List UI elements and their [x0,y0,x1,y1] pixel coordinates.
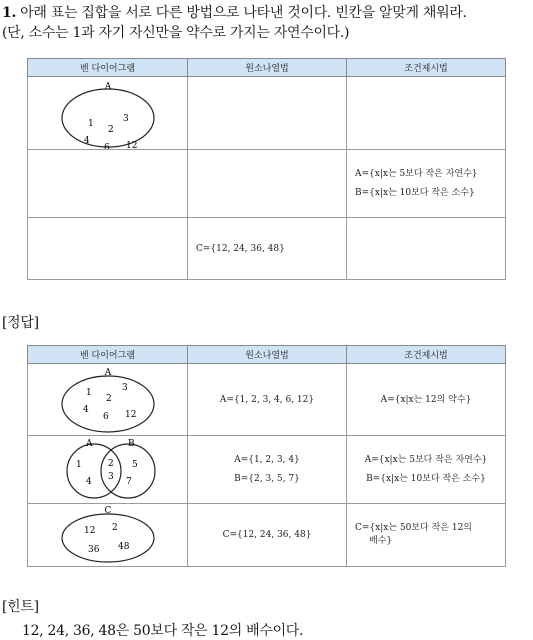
q-blank-cell[interactable] [188,77,347,150]
venn-element: 1 [88,119,94,129]
condition-a: A={x|x는 12의 약수} [380,394,472,405]
header-condition: 조건제시법 [347,59,506,77]
venn-diagram-a [28,77,187,149]
venn-element: 4 [83,405,89,415]
q-blank-cell[interactable] [28,150,188,218]
venn-set-label: C [104,506,112,516]
q-venn-cell-1 [28,77,188,150]
venn-element: 2 [112,523,118,533]
venn-element: 7 [126,477,132,487]
a-condition-cell-3 [347,504,506,567]
answer-table [27,345,506,567]
venn-element: 2 [108,459,114,469]
header-roster: 원소나열법 [188,346,347,364]
a-venn-cell-3 [28,504,188,567]
a-condition-cell-2 [347,436,506,504]
a-condition-cell-1 [347,364,506,436]
header-roster: 원소나열법 [188,59,347,77]
venn-element: 3 [108,472,114,482]
venn-element: 4 [84,136,90,146]
venn-element: 2 [106,394,112,404]
header-condition: 조건제시법 [347,346,506,364]
q-condition-cell-2 [347,150,506,218]
venn-set-label-a: A [86,439,93,449]
condition-a: A={x|x는 5보다 작은 자연수} [355,168,478,179]
q-blank-cell[interactable] [347,77,506,150]
problem-statement [2,2,467,22]
venn-element: 12 [84,526,96,536]
venn-element: 36 [88,545,100,555]
condition-c-line1: C={x|x는 50보다 작은 12의 [355,523,472,533]
hint-text: 12, 24, 36, 48은 50보다 작은 12의 배수이다. [22,623,304,639]
q-blank-cell[interactable] [28,218,188,280]
venn-set-label: A [104,368,112,378]
venn-element: 5 [132,460,138,470]
venn-element: 12 [125,410,137,420]
venn-diagram-a [28,364,187,435]
a-roster-cell-2 [188,436,347,504]
problem-text: 아래 표는 집합을 서로 다른 방법으로 나타낸 것이다. 빈칸을 알맞게 채워라. [20,5,467,21]
venn-element: 1 [76,460,82,470]
header-venn: 벤 다이어그램 [28,59,188,77]
q-roster-cell-3 [188,218,347,280]
q-blank-cell[interactable] [347,218,506,280]
condition-a: A={x|x는 5보다 작은 자연수} [364,454,488,465]
roster-c: C={12, 24, 36, 48} [196,243,285,254]
a-venn-cell-2 [28,436,188,504]
roster-b: B={2, 3, 5, 7} [234,473,300,484]
venn-element: 3 [122,383,128,393]
condition-b: B={x|x는 10보다 작은 소수} [355,187,475,198]
venn-diagram-c [28,504,187,566]
venn-element: 6 [103,412,109,422]
roster-a: A={1, 2, 3, 4} [234,454,300,465]
a-roster-cell-1 [188,364,347,436]
venn-element: 2 [108,125,114,135]
venn-element: 12 [126,141,138,149]
venn-set-label: A [104,82,112,92]
a-roster-cell-3 [188,504,347,567]
venn-set-label-b: B [128,439,135,449]
venn-element: 48 [118,542,130,552]
q-blank-cell[interactable] [188,150,347,218]
roster-c: C={12, 24, 36, 48} [222,530,312,540]
venn-element: 6 [104,143,110,149]
condition-b: B={x|x는 10보다 작은 소수} [366,473,486,484]
condition-c-line2: 배수} [369,536,393,546]
hint-heading: [힌트] [2,599,39,615]
question-table [27,58,506,280]
roster-a: A={1, 2, 3, 4, 6, 12} [219,394,315,405]
problem-note: (단, 소수는 1과 자기 자신만을 약수로 가지는 자연수이다.) [2,25,350,41]
venn-element: 4 [86,477,92,487]
venn-element: 1 [86,388,92,398]
problem-number: 1. [2,5,17,21]
header-venn: 벤 다이어그램 [28,346,188,364]
a-venn-cell-1 [28,364,188,436]
venn-diagram-ab [28,436,187,503]
answer-heading: [정답] [2,315,39,331]
venn-element: 3 [123,114,129,124]
